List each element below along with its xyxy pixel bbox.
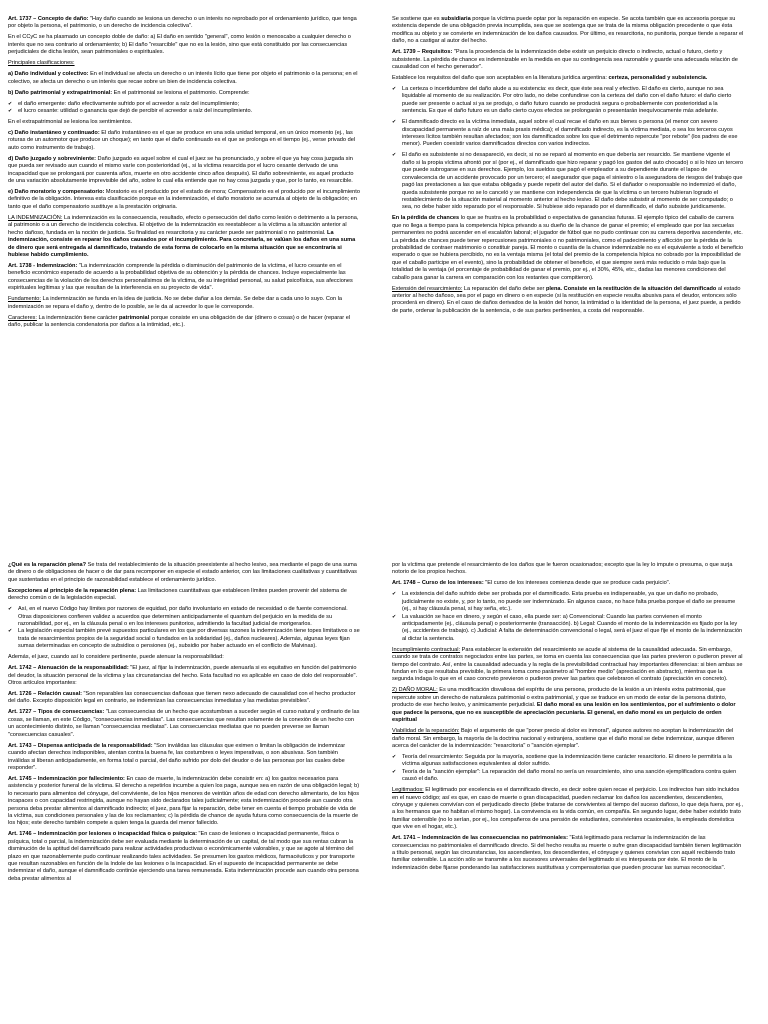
paragraph-text: La indemnización se funda en la idea de justicia. No se debe dañar a los demás. Se debe dar a cada uno lo suyo. Con la indemnización se repara el daño y, dentro de lo posible, se le da al acreedor lo que le corresponde. bbox=[8, 296, 342, 310]
document-page-2 bbox=[0, 512, 768, 1024]
paragraph-heading: Art. 1739 – Requisitos: bbox=[392, 49, 453, 56]
bullet-item: ✔ La legislación especial también prevé supuestos particulares en los que por diversas razones la indemnización tiene topes limitativos o se trata de resarcimientos propios de la seguridad social o fundados en la solidaridad (ej., daños nucleares). Además, algunas leyes fijan sumas determinadas en concepto de subsidios o pensiones (ej., subsidio por haber actuado en el conflicto de Malvinas). bbox=[8, 628, 360, 650]
paragraph-text: En el individual se afecta un derecho o un interés lícito que tiene por objeto el patrimonio o la persona; en el colectivo, se afecta un derecho o un interés que recae sobre un bien de incidencia colectiva. bbox=[8, 71, 358, 85]
bullet-item: ✔ Así, en el nuevo Código hay límites por razones de equidad, por daño involuntario en estado de necesidad o de fuente convencional. Otras disposiciones confieren validez a acuerdos que determinen anticipadamente el quantum del perjuicio en la medida de su razonabilidad, por ej., en la cláusula penal o en los intereses punitorios, admitiendo la facultad judicial de morigerarlos. bbox=[8, 606, 360, 628]
paragraph-heading: e) Daño moratorio y compensatorio: bbox=[8, 189, 105, 196]
paragraph-text: porque la víctima puede optar por la reparación en especie. Se acota también que es accesoria porque su existencia depende de una obligación previa incumplida, sea que se sostenga que se trata de la misma obligación precedente o que ésta modifica su objeto y se convierte en indemnización de los daños causados. Por último, es resarcitoria, no punitoria, porque tiende a reparar el daño, no a castigar al autor del hecho. bbox=[392, 16, 744, 45]
paragraph bbox=[8, 34, 360, 56]
paragraph-heading-underlined: Fundamento: bbox=[8, 296, 41, 303]
paragraph-text: por la víctima que pretende el resarcimiento de los daños que le fueron ocasionados; excepto que la ley lo impute o presuma, o que surja notorio de los propios hechos. bbox=[392, 562, 733, 576]
paragraph-bold-text: subsidiaria bbox=[441, 16, 471, 22]
paragraph bbox=[8, 16, 360, 31]
paragraph bbox=[8, 263, 360, 293]
paragraph bbox=[392, 16, 744, 46]
paragraph bbox=[8, 296, 360, 311]
bullet-list bbox=[392, 86, 744, 116]
bullet-item: ✔ La existencia del daño sufrido debe ser probada por el damnificado. Esta prueba es indispensable, ya que un daño no probado, judicialmente no existe, y, por lo tanto, no puede ser indemnizado. En algunos casos, no hace falta prueba porque el daño se presume (ej., si hay cláusula penal, si hay seña, etc.). bbox=[392, 591, 744, 613]
bullet-list bbox=[392, 591, 744, 643]
bullet-item: ✔ Teoría del resarcimiento: Seguida por la mayoría, sostiene que la indemnización tiene carácter resarcitorio. El dinero le permitiría a la víctima algunas satisfacciones equivalentes al dolor sufrido. bbox=[392, 754, 744, 769]
paragraph bbox=[8, 654, 360, 661]
paragraph-heading-underlined: Incumplimiento contractual: bbox=[392, 646, 461, 653]
paragraph bbox=[8, 562, 360, 584]
paragraph-text: El daño instantáneo es el que se produce en una sola unidad temporal, en un único momento (ej., las roturas de un automotor que produce un choque); en tanto que el daño continuado es el que se prolonga en el tiempo (ej., verse privado del auto como instrumento de trabajo). bbox=[8, 130, 356, 151]
paragraph-heading-underlined: Extensión del resarcimiento: bbox=[392, 285, 463, 292]
paragraph-text: La indemnización tiene carácter bbox=[36, 314, 120, 321]
paragraph-heading-underlined: Viabilidad de la reparación: bbox=[392, 728, 460, 735]
paragraph-heading-underlined: LA INDEMNIZACIÓN: bbox=[8, 214, 63, 221]
paragraph bbox=[8, 709, 360, 739]
page-2-right-column bbox=[392, 562, 744, 876]
paragraph bbox=[8, 588, 360, 603]
paragraph-text: "Para la procedencia de la indemnización debe existir un perjuicio directo o indirecto, actual o futuro, cierto y subsistente. La pérdida de chance es indemnizable en la medida en que su contingencia sea razonable y guarde una adecuada relación de causalidad con el hecho generador". bbox=[392, 49, 738, 71]
paragraph-text: "Las consecuencias de un hecho que acostumbran a suceder según el curso natural y ordinario de las cosas, se llaman, en este Código, "consecuencias inmediatas". Las consecuencias que resultan solamente de la conexión de un hecho con un acontecimiento distinto, se llaman "consecuencias mediatas". Las consecuencias mediatas que no pueden preverse se llaman "consecuencias casuales". bbox=[8, 709, 360, 738]
paragraph-bold-text: plena. Consiste en la restitución de la situación del damnificado bbox=[545, 285, 717, 292]
paragraph-text: Moratorio es el producido por el estado de mora; Compensatorio es el producido por el incumplimiento definitivo de la obligación. Interesa esta clasificación porque en la indemnización, el daño moratorio se acumula al objeto de la obligación; en tanto que el daño compensatorio sustituye a la prestación originaria. bbox=[8, 189, 360, 210]
paragraph-heading: Art. 1743 – Dispensa anticipada de la responsabilidad: bbox=[8, 742, 153, 749]
paragraph-text: Las limitaciones cuantitativas que establecen límites pueden provenir del sistema de derecho común o de la legislación especial. bbox=[8, 587, 347, 602]
paragraph-heading: c) Daño instantáneo y continuado: bbox=[8, 130, 100, 137]
paragraph-text: En el CCyC se ha plasmado un concepto doble de daño: a) El daño en sentido "general", como lesión o menoscabo a cualquier derecho o interés que no sea contrario al ordenamiento; b) El daño "resarcible" que no es la lesión, sino que está constituido por las consecuencias perjudiciales de dicha lesión, sean patrimoniales o espirituales. bbox=[8, 34, 351, 56]
bullet-item: ✔ La valuación se hace en dinero, y según el caso, ella puede ser: a) Convencional: Cuando las partes convienen el monto anticipadamente (ej., cláusula penal) o posteriormente (transacción). b) Legal: Cuando el monto de la indemnización es fijado por la ley (ej., accidentes de trabajo). c) Judicial: A falta de determinación convencional o legal, será el juez el que fije el monto de la indemnización al dictar la sentencia. bbox=[392, 614, 744, 644]
paragraph bbox=[8, 60, 360, 67]
paragraph bbox=[392, 215, 744, 282]
paragraph-heading: Art. 1738 - Indemnización: bbox=[8, 262, 78, 269]
paragraph-text: La indemnización es la consecuencia, resultado, efecto o persecución del daño como lesión o detrimento a la persona, al patrimonio o a un derecho de incidencia colectiva. El objetivo de la indemnización es reestablecer a la víctima a la situación anterior al hecho dañoso, fundada en la noción de justicia. Su finalidad es resarcitoria y su carácter puede ser patrimonial o no patrimonial. bbox=[8, 214, 359, 236]
paragraph bbox=[8, 831, 360, 883]
paragraph bbox=[8, 90, 360, 97]
page-1-right-column bbox=[392, 16, 744, 319]
paragraph-text: "Hay daño cuando se lesiona un derecho o un interés no reprobado por el ordenamiento jurídico, que tenga por objeto la persona, el patrimonio, o un derecho de incidencia colectiva". bbox=[8, 16, 357, 30]
page-1-left-column bbox=[8, 16, 360, 333]
paragraph-text: En el extrapatrimonial se lesiona los sentimientos. bbox=[8, 119, 133, 126]
paragraph-heading: ¿Qué es la reparación plena? bbox=[8, 562, 87, 568]
paragraph-heading: b) Daño patrimonial y extrapatrimonial: bbox=[8, 89, 113, 96]
paragraph-text: La reparación del daño debe ser bbox=[462, 285, 546, 292]
bullet-item: ✔ el daño emergente: daño efectivamente sufrido por el acreedor a raíz del incumplimiento; bbox=[8, 101, 360, 108]
paragraph-heading: Art. 1746 – Indemnización por lesiones o incapacidad física o psíquica: bbox=[8, 831, 197, 838]
bullet-item: ✔ el lucro cesante: utilidad o ganancia que dejó de percibir el acreedor a raíz del incumplimiento. bbox=[8, 108, 360, 115]
paragraph bbox=[392, 687, 744, 724]
paragraph-bold-text: certeza, personalidad y subsistencia. bbox=[608, 75, 708, 82]
paragraph-heading: Art. 1741 – Indemnización de las consecuencias no patrimoniales: bbox=[392, 835, 568, 842]
paragraph-text: Es una modificación disvaliosa del espíritu de una persona, producto de la lesión a un interés extra patrimonial, que repercute sobre un derecho de naturaleza patrimonial o extra patrimonial, y que se traduce en un modo de estar de la persona distinto, producto de ese hecho lesivo, y animicamente perjudicial. bbox=[392, 687, 727, 709]
bullet-item: ✔ Teoría de la "sanción ejemplar": La reparación del daño moral no sería un resarcimiento, sino una sanción ejemplificadora contra quien causó el daño. bbox=[392, 769, 744, 784]
paragraph bbox=[8, 691, 360, 706]
paragraph bbox=[392, 580, 744, 587]
paragraph bbox=[8, 130, 360, 152]
paragraph-text: "En caso de lesiones o incapacidad permanente, física o psíquica, total o parcial, la indemnización debe ser evaluada mediante la determinación de un capital, de tal modo que sus rentas cubran la disminución de la aptitud del damnificado para realizar actividades productivas o económicamente valorables, y que se agote al término del plazo en que razonablemente pudo continuar realizando tales actividades. Se presumen los gastos médicos, farmacéuticos y por transporte que resultan razonables en función de la índole de las lesiones o la incapacidad. En el supuesto de incapacidad permanente se debe indemnizar el daño, aunque el damnificado continúe ejerciendo una tarea remunerada. Esta indemnización procede aun cuando otra persona deba prestar alimentos al bbox=[8, 831, 359, 882]
paragraph-bold-text: La indemnización, consiste en reparar los daños causados por el incumplimiento. Para concretarla, se valúan los daños en una suma de dinero que será entregada al damnificado, tratando de esta forma de colocarlo en la misma situación que se encontraría si hubiese habido cumplimiento. bbox=[8, 229, 356, 258]
paragraph bbox=[392, 49, 744, 71]
paragraph bbox=[8, 776, 360, 828]
paragraph-text: El legitimado por excelencia es el damnificado directo, es decir sobre quien recae el perjuicio. Los indirectos han sido incluidos en el nuevo código; así es que, en caso de muerte o gran discapacidad, pueden reclamar los daños los ascendientes, descendientes, cónyuge y quienes convivían con el perjudicado directo (debe tratarse de convivientes al tiempo del suceso dañoso, lo que deja fuera, por ej., a los hermanos que no habitan el mismo hogar). La convivencia es la vida común, en compañía. En segundo lugar, debe haber existido trato familiar ostensible (no lo serían, por ej., los compañeros de una pensión de estudiantes, convivientes ocasionales, la empleada doméstica que vive en el hogar, etc.). bbox=[392, 787, 744, 831]
paragraph-text: Se sostiene que es bbox=[392, 16, 442, 22]
paragraph-text: En caso de muerte, la indemnización debe consistir en: a) los gastos necesarios para asistencia y posterior funeral de la víctima. El derecho a repetirlos incumbe a quien los paga, aunque sea en razón de una obligación legal; b) lo necesario para alimentos del cónyuge, del conviviente, de los hijos menores de veintiún años de edad con derecho alimentario, de los hijos incapaces o con capacidad restringida, aunque no hayan sido declarados tales judicialmente; esta indemnización procede aun cuando otra persona deba prestar alimentos al damnificado indirecto; el juez, para fijar la reparación, debe tener en cuenta el tiempo probable de vida de la víctima, sus condiciones personales y las de los reclamantes; c) la pérdida de chance de ayuda futura como consecuencia de la muerte de los hijos; este derecho también compete a quien tenga la guarda del menor fallecido. bbox=[8, 775, 360, 827]
paragraph-text: En el patrimonial se lesiona el patrimonio. Comprende: bbox=[112, 89, 250, 96]
paragraph-heading: Excepciones al principio de la reparación plena: bbox=[8, 587, 137, 594]
page-2-left-column bbox=[8, 562, 360, 887]
paragraph-heading: Art. 1745 – Indemnización por fallecimiento: bbox=[8, 775, 125, 782]
paragraph-heading: Art. 1726 – Relación causal: bbox=[8, 691, 82, 698]
paragraph-text: "Está legitimado para reclamar la indemnización de las consecuencias no patrimoniales el damnificado directo. Si del hecho resulta su muerte o sufre gran discapacidad también tienen legitimación a título personal, según las circunstancias, los ascendientes, los descendientes, el cónyuge y quienes convivían con aquél recibiendo trato familiar ostensible. La acción sólo se transmite a los sucesores universales del legitimado si es interpuesta por éste. El monto de la indemnización debe fijarse ponderando las satisfacciones sustitutivas y compensatorias que pueden procurar las sumas reconocidas". bbox=[392, 835, 742, 871]
paragraph-heading: Art. 1742 – Atenuación de la responsabilidad: bbox=[8, 665, 129, 672]
paragraph bbox=[8, 156, 360, 186]
paragraph bbox=[8, 315, 360, 330]
paragraph bbox=[8, 119, 360, 126]
paragraph-text: "Son inválidas las cláusulas que eximen o limitan la obligación de indemnizar cuando afectan derechos indisponibles, atentan contra la buena fe, las costumbres o leyes imperativas, o son abusivas. Son también inválidas si liberan anticipadamente, en forma total o parcial, del daño sufrido por dolo del deudor o de las personas por las cuales debe responder". bbox=[8, 742, 346, 771]
paragraph-heading: Art. 1727 – Tipos de consecuencias: bbox=[8, 709, 105, 716]
paragraph bbox=[392, 647, 744, 684]
paragraph bbox=[392, 286, 744, 316]
paragraph-text: al estado anterior al hecho dañoso, sea por el pago en dinero o en especie (si la restitución en especie resulta abusiva para el deudor, entonces sólo procederá en dinero). En el caso de daños derivados de la lesión del honor, la intimidad o la identidad de la persona, el juez puede, a pedido de parte, ordenar la publicación de la sentencia, o de sus partes pertinentes, a costa del responsable. bbox=[392, 285, 741, 314]
paragraph-text: porque consiste en una obligación de dar (dinero o cosas) o de hacer (reparar el daño, publicar la sentencia condenatoria por daños a la intimidad, etc.). bbox=[8, 314, 351, 328]
paragraph bbox=[392, 75, 744, 82]
paragraph bbox=[392, 787, 744, 831]
bullet-item: ✔ El daño es subsistente si no desapareció, es decir, si no se reparó al momento en que debería ser resarcido. Se mantiene vigente el daño si la propia víctima afrontó por sí (por ej., el damnificado que hizo reparar y pagó los gastos del auto chocado) o si lo hizo un tercero que puede subrogarse en sus derechos. Ejemplo, los sueldos que pagó el empleador a su dependiente durante el lapso de convalecencia de un accidente provocado por un tercero; el asegurador que paga el siniestro o la aseguradora de riesgos del trabajo que pagó las prestaciones a las que estaba obligada y puede repetir del autor del daño. Si el dañador o responsable no indemnizó el daño, queda subsistente porque no se lo canceló y se mantiene con independencia de que la víctima o un tercero hubieran logrado el restablecimiento de la situación material al momento anterior al hecho lesivo. El daño debe subsistir al momento de ser computado; o sea, no debe haber sido reparado por el responsable. Si hubiese sido reparado por el damnificado, el daño subsiste juridicamente. bbox=[392, 152, 744, 211]
bullet-list bbox=[392, 152, 744, 211]
paragraph bbox=[392, 835, 744, 872]
paragraph-text: "El curso de los intereses comienza desde que se produce cada perjuicio". bbox=[483, 580, 671, 587]
paragraph-text: "La indemnización comprende la pérdida o disminución del patrimonio de la víctima, el lucro cesante en el beneficio económico esperado de acuerdo a la probabilidad objetiva de su obtención y la pérdida de chances. Incluye especialmente las consecuencias de la violación de los derechos personalísimos de la víctima, de su integridad personal, su salud psicofísica, sus afecciones espirituales legítimas y las que resultan de la interferencia en su proyecto de vida". bbox=[8, 262, 353, 292]
paragraph-text: lo que se frustra es la probabilidad o expectativa de ganancias futuras. El ejemplo típico del caballo de carrera que no llega a tiempo para la competencia hípica privando a su dueño de la chance de ganar el premio; el empleado que por las secuelas permanentes no podrá ascender en el escalafón laboral; el jugador de fútbol que no pudo continuar con su carrera deportiva ascendente, etc. La pérdida de chances puede tener repercusiones patrimoniales o no patrimoniales, como el padecimiento y aflicción por la pérdida de la probabilidad de contraer matrimonio o constituir pareja. El monto o cuantía de la chance indemnizable no es el equivalente a todo el beneficio esperado o que se hubiera percibido, no es la ventaja misma (el total del premio de la competencia hípica no cobrado por la imposibilidad de que el caballo participe en el evento), sino la probabilidad de obtener el beneficio, el que siempre será más reducido o más bajo que la totalidad de la ventaja (el porcentaje de probabilidad de ganar el premio, por ej., el 30%, 45%, etc., dadas las menores condiciones del caballo para ganar la carrera en comparación con los restantes que compitieron). bbox=[392, 215, 744, 281]
paragraph-bold-text: patrimonial bbox=[119, 314, 150, 321]
bullet-list bbox=[392, 754, 744, 784]
paragraph bbox=[8, 743, 360, 773]
paragraph bbox=[8, 665, 360, 687]
paragraph-heading-underlined: Principales clasificaciones: bbox=[8, 60, 75, 67]
paragraph-heading: d) Daño juzgado y sobreviniente: bbox=[8, 155, 96, 162]
paragraph bbox=[8, 215, 360, 259]
paragraph-heading: a) Daño individual y colectivo: bbox=[8, 71, 89, 78]
paragraph-heading-underlined: Caracteres: bbox=[8, 314, 37, 321]
paragraph bbox=[8, 189, 360, 211]
paragraph-heading: Art. 1748 – Curso de los intereses: bbox=[392, 580, 484, 587]
paragraph-bold-text: El daño moral es una lesión en los sentimientos, por el sufrimiento o dolor que padece la persona, que no es susceptible de apreciación pecuniaria. El general, en daño moral es un perjuicio de orden espiritual bbox=[392, 702, 736, 724]
paragraph-text: Daño juzgado es aquel sobre el cual el juez se ha pronunciado, y sobre el que ya hay cosa juzgada sin que pueda ser revisado aun cuando el mismo varíe con posterioridad (ej., si la víctima resarcida por el lucro cesante derivado de una incapacidad que se prolongará por cuarenta años, muerte en otro accidente cinco años después). El daño sobreviniente, es aquel producto de una variación absolutamente imprevisible del año, sobre lo cual ella entiende que no hay cosa juzgada y que, por lo tanto, es resarcible. bbox=[8, 155, 354, 185]
bullet-list bbox=[392, 119, 744, 149]
paragraph-text: "El juez, al fijar la indemnización, puede atenuarla si es equitativo en función del patrimonio del deudor, la situación personal de la víctima y las circunstancias del hecho. Esta facultad no es aplicable en caso de dolo del responsable". Otros artículos importantes: bbox=[8, 665, 358, 687]
bullet-list bbox=[8, 101, 360, 116]
paragraph-text: "Son reparables las consecuencias dañosas que tienen nexo adecuado de causalidad con el hecho productor del daño. Excepto disposición legal en contrario, se indemnizan las consecuencias inmediatas y las mediatas previsibles". bbox=[8, 691, 356, 705]
paragraph-text: Además, el juez, cuando así lo considere pertinente, puede atenuar la responsabilidad: bbox=[8, 654, 224, 661]
paragraph bbox=[8, 71, 360, 86]
paragraph-text: Se trata del restablecimiento de la situación preexistente al hecho lesivo, sea mediante el pago de una suma de dinero o de obligaciones de hacer o de dar para recomponer en especie el estado anterior, con las limitaciones cualitativas y cuantitativas que sustentadas en el principio de razonabilidad establece el ordenamiento jurídico. bbox=[8, 562, 357, 583]
bullet-list bbox=[8, 606, 360, 650]
paragraph bbox=[392, 562, 744, 577]
paragraph-heading: Art. 1737 – Concepto de daño: bbox=[8, 16, 89, 22]
bullet-item: ✔ El damnificado directo es la víctima inmediata, aquel sobre el cual recae el daño en sus bienes o persona (el menor con severo discapacidad permanente a raíz de una mala praxis médica); el damnificado indirecto, es la víctima mediata, o sea los terceros cuyos intereses lícitos también resultan afectados; son los damnificados sobre los que el detrimento repercute "por rebote" (los padres de ese menor). Pueden coexistir varios damnificados directos con varios indirectos. bbox=[392, 119, 744, 149]
paragraph-text: Bajo el argumento de que "poner precio al dolor es inmoral", algunos autores no aceptan la indemnización del daño moral. Sin embargo, la mayoría de la doctrina nacional y extranjera, sostiene que el daño moral se debe indemnizar, aunque difieren acerca del carácter de la indemnización: "resarcitoria" o "sanción ejemplar". bbox=[392, 728, 735, 749]
paragraph-heading-underlined: 2) DAÑO MORAL: bbox=[392, 687, 438, 694]
paragraph-text: Para establecer la extensión del resarcimiento se acude al sistema de la causalidad adecuada. Sin embargo, cuando se trata de contratos negociados entre las partes, se toma en cuenta las consecuencias que las partes previeron o pudieron prever al tiempo del contrato. Así, entre la causalidad adecuada y la regla de la previsibilidad contractual hay importantes diferencias: si bien ambas se fundan en lo que resultaba previsible, la primera toma como parámetro al "hombre medio" (apreciación en abstracto), mientras que la segunda indaga lo que en el caso concreto previeron o pudieron prever las partes que celebraron el contrato (apreciación en concreto). bbox=[392, 646, 743, 683]
paragraph-text: Establece los requisitos del daño que son aceptables en la literatura jurídica argentina: bbox=[392, 75, 609, 82]
paragraph-heading-underlined: Legitimados: bbox=[392, 787, 424, 794]
paragraph-heading: En la pérdida de chances bbox=[392, 215, 460, 222]
bullet-item: ✔ La certeza o incertidumbre del daño alude a su existencia: es decir, que éste sea real y efectivo. El daño es cierto, aunque no sea liquidable al momento de su realización. Por otro lado, no debe confundirse con la certeza del daño con el daño futuro: el daño cierto puede ser presente o actual si ya se produjo, o daño futuro cuando se producirá segura o probablemente con posterioridad a la sentencia. Es que el daño futuro es un daño cierto cuyos efectos se prolongarán o presentarán inequívocamente más adelante. bbox=[392, 86, 744, 116]
paragraph bbox=[392, 728, 744, 750]
